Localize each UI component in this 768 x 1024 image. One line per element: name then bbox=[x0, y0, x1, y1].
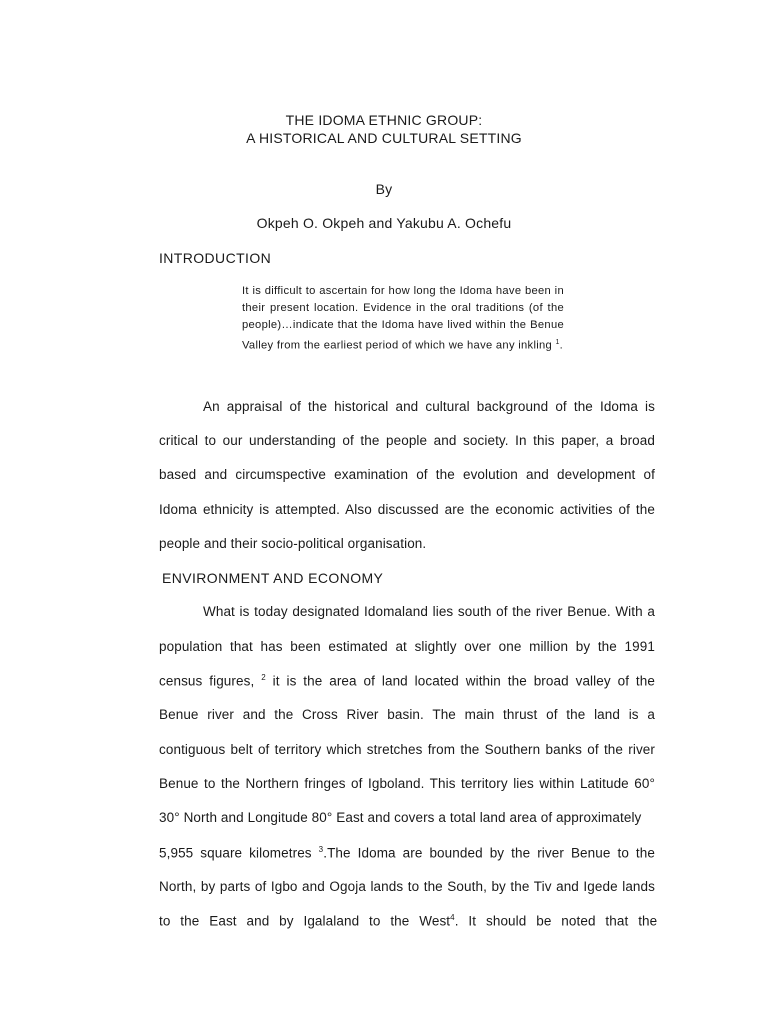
para1-line: An appraisal of the historical and cultural background of the Idoma is bbox=[203, 399, 655, 414]
footnote-marker: 3 bbox=[318, 845, 324, 854]
para1-line: people and their socio-political organisation. bbox=[159, 536, 427, 551]
quote-text: It is difficult to ascertain for how long the Idoma have been in their present location. Evidence in the oral traditions (of the people)…indicate that the Idoma have lived within the Benue Valley from the earliest period of which we have any inkling bbox=[242, 285, 564, 352]
para2-line: population that has been estimated at slightly over one million by the 1991 bbox=[159, 639, 655, 654]
para2-text: . It should be noted that the bbox=[454, 913, 658, 929]
para2-line bbox=[159, 673, 655, 689]
para2-line: contiguous belt of territory which stretches from the Southern banks of the river bbox=[159, 742, 655, 757]
byline-label: By bbox=[375, 181, 393, 197]
section-heading-introduction: INTRODUCTION bbox=[159, 250, 272, 266]
para2-line: North, by parts of Igbo and Ogoja lands to the South, by the Tiv and Igede lands bbox=[159, 879, 655, 894]
para2-line bbox=[159, 913, 658, 929]
footnote-marker: 4 bbox=[450, 913, 455, 922]
para2-line: 30° North and Longitude 80° East and covers a total land area of approximately bbox=[159, 810, 642, 825]
para2-text: to the East and by Igalaland to the West bbox=[159, 913, 451, 929]
title-line-2: A HISTORICAL AND CULTURAL SETTING bbox=[246, 130, 522, 146]
quote-end: . bbox=[559, 339, 564, 352]
block-quote bbox=[242, 283, 564, 355]
para2-text: census figures, bbox=[159, 673, 262, 689]
section-heading-environment: ENVIRONMENT AND ECONOMY bbox=[162, 570, 384, 586]
para1-line: critical to our understanding of the people and society. In this paper, a broad bbox=[159, 433, 655, 448]
para2-line: Benue to the Northern fringes of Igboland. This territory lies within Latitude 60° bbox=[159, 776, 655, 791]
para2-text: .The Idoma are bounded by the river Benue to the bbox=[323, 845, 655, 861]
footnote-marker: 2 bbox=[261, 673, 266, 682]
para2-text: it is the area of land located within the broad valley of the bbox=[265, 673, 655, 689]
authors: Okpeh O. Okpeh and Yakubu A. Ochefu bbox=[256, 215, 512, 231]
para2-text: 5,955 square kilometres bbox=[159, 845, 319, 861]
footnote-marker: 1 bbox=[555, 339, 560, 346]
title-line-1: THE IDOMA ETHNIC GROUP: bbox=[285, 112, 483, 128]
para1-line: based and circumspective examination of the evolution and development of bbox=[159, 467, 655, 482]
para1-line: Idoma ethnicity is attempted. Also discussed are the economic activities of the bbox=[159, 502, 655, 517]
para2-line: What is today designated Idomaland lies south of the river Benue. With a bbox=[203, 604, 655, 619]
para2-line: Benue river and the Cross River basin. The main thrust of the land is a bbox=[159, 707, 655, 722]
para2-line bbox=[159, 845, 655, 861]
